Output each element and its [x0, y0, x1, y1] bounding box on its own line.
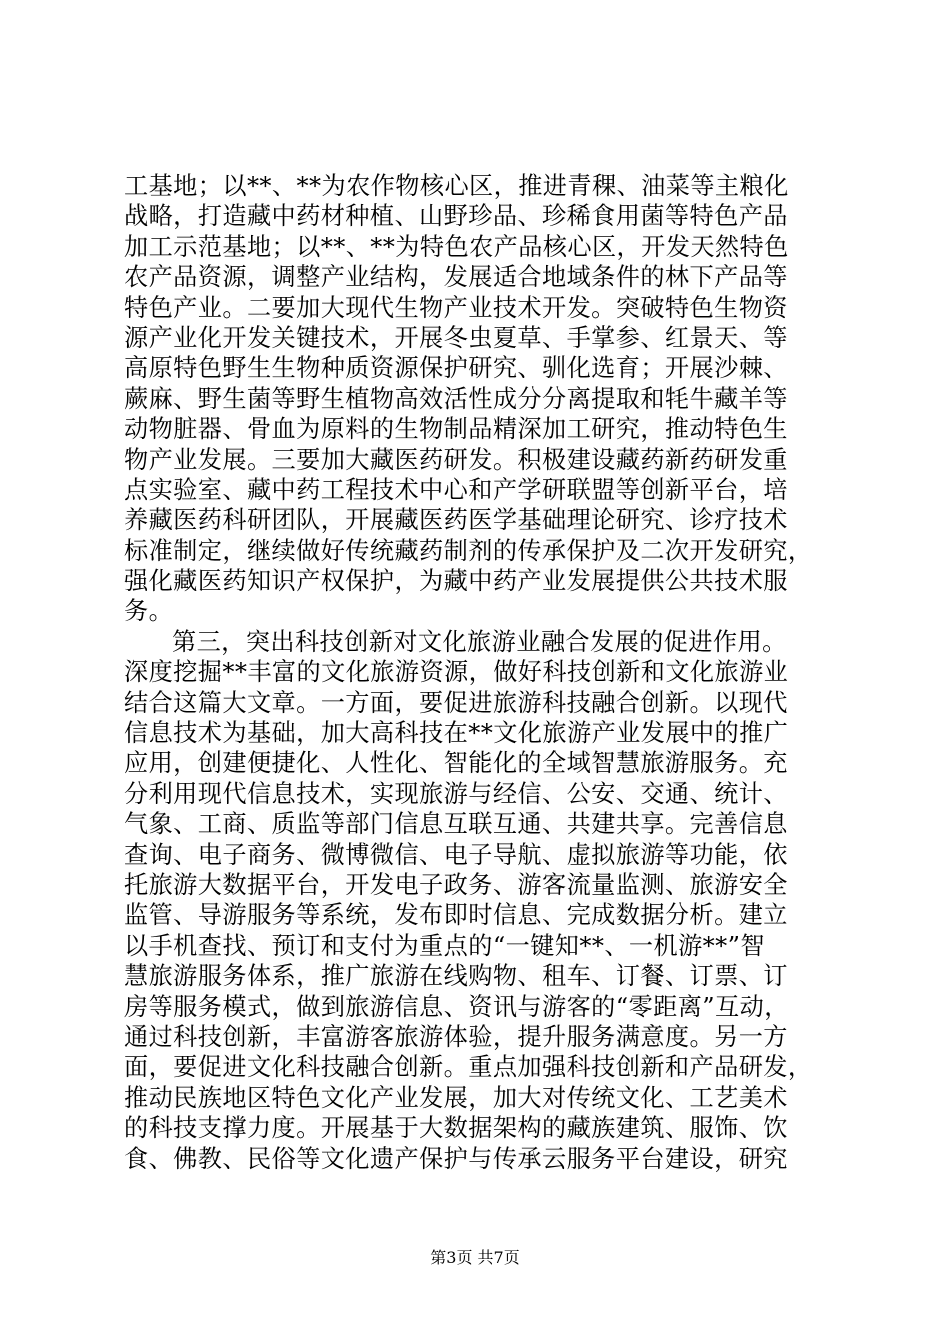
text-line: 气象、工商、质监等部门信息互联互通、共建共享。完善信息	[124, 810, 788, 839]
paragraph-start-line: 第三，突出科技创新对文化旅游业融合发展的促进作用。	[172, 627, 787, 656]
document-body	[124, 171, 844, 1174]
text-line: 标准制定，继续做好传统藏药制剂的传承保护及二次开发研究，	[124, 536, 813, 565]
text-line: 面，要促进文化科技融合创新。重点加强科技创新和产品研发，	[124, 1053, 813, 1082]
text-line: 以手机查找、预订和支付为重点的“一键知**、一机游**”智	[124, 931, 766, 960]
text-line: 农产品资源，调整产业结构，发展适合地域条件的林下产品等	[124, 263, 788, 292]
text-line: 物产业发展。三要加大藏医药研发。积极建设藏药新药研发重	[124, 445, 788, 474]
text-line: 推动民族地区特色文化产业发展，加大对传统文化、工艺美术	[124, 1083, 788, 1112]
text-line: 特色产业。二要加大现代生物产业技术开发。突破特色生物资	[124, 293, 788, 322]
text-line: 通过科技创新，丰富游客旅游体验，提升服务满意度。另一方	[124, 1022, 788, 1051]
text-line: 源产业化开发关键技术，开展冬虫夏草、手掌参、红景天、等	[124, 323, 788, 352]
text-line: 房等服务模式，做到旅游信息、资讯与游客的“零距离”互动，	[124, 992, 789, 1021]
text-line: 工基地；以**、**为农作物核心区，推进青稞、油菜等主粮化	[124, 172, 789, 200]
text-line: 点实验室、藏中药工程技术中心和产学研联盟等创新平台，培	[124, 475, 788, 504]
text-line: 监管、导游服务等系统，发布即时信息、完成数据分析。建立	[124, 901, 788, 930]
text-line: 食、佛教、民俗等文化遗产保护与传承云服务平台建设，研究	[124, 1144, 788, 1173]
text-line: 分利用现代信息技术，实现旅游与经信、公安、交通、统计、	[124, 779, 788, 808]
page-number-footer: 第3页 共7页	[430, 1248, 520, 1267]
text-line: 蕨麻、野生菌等野生植物高效活性成分分离提取和牦牛藏羊等	[124, 384, 788, 413]
text-line: 加工示范基地；以**、**为特色农产品核心区，开发天然特色	[124, 232, 789, 261]
text-line: 养藏医药科研团队，开展藏医药医学基础理论研究、诊疗技术	[124, 506, 788, 535]
text-line: 动物脏器、骨血为原料的生物制品精深加工研究，推动特色生	[124, 415, 788, 444]
text-line: 查询、电子商务、微博微信、电子导航、虚拟旅游等功能，依	[124, 840, 788, 869]
text-line: 高原特色野生生物种质资源保护研究、驯化选育；开展沙棘、	[124, 354, 788, 383]
text-line: 信息技术为基础，加大高科技在**文化旅游产业发展中的推广	[124, 719, 789, 748]
text-line: 深度挖掘**丰富的文化旅游资源，做好科技创新和文化旅游业	[124, 658, 789, 687]
text-line: 的科技支撑力度。开展基于大数据架构的藏族建筑、服饰、饮	[124, 1114, 788, 1143]
text-line: 务。	[124, 597, 174, 626]
text-line: 托旅游大数据平台，开发电子政务、游客流量监测、旅游安全	[124, 870, 788, 899]
text-line: 强化藏医药知识产权保护，为藏中药产业发展提供公共技术服	[124, 567, 788, 596]
text-line: 结合这篇大文章。一方面，要促进旅游科技融合创新。以现代	[124, 688, 788, 717]
text-line: 应用，创建便捷化、人性化、智能化的全域智慧旅游服务。充	[124, 749, 788, 778]
text-line: 战略，打造藏中药材种植、山野珍品、珍稀食用菌等特色产品	[124, 202, 788, 231]
text-line: 慧旅游服务体系，推广旅游在线购物、租车、订餐、订票、订	[124, 962, 788, 991]
